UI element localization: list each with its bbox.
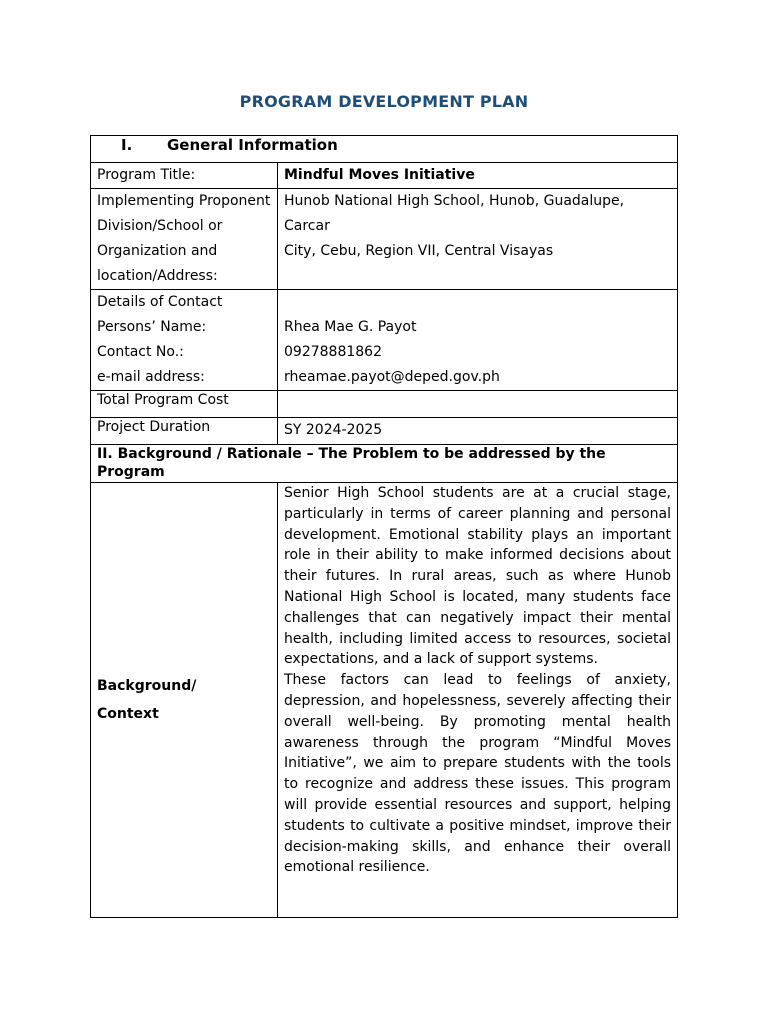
background-label xyxy=(91,483,278,918)
implementing-label-line: Organization and xyxy=(97,243,218,259)
background-paragraph: Senior High School students are at a crucial stage, particularly in terms of career planning and personal development. Emotional stability plays an important role in their ability to make informed decisions about their futures. In rural areas, such as where Hunob National High School is located, many students face challenges that can negatively impact their mental health, including limited access to resources, societal expectations, and a lack of support systems. xyxy=(284,485,672,668)
implementing-value xyxy=(278,189,678,290)
contact-value-line xyxy=(284,290,671,315)
program-title-value: Mindful Moves Initiative xyxy=(278,163,678,189)
section-general-information-header xyxy=(91,136,678,163)
cost-value xyxy=(278,391,678,418)
cost-label: Total Program Cost xyxy=(91,391,278,418)
section-background-heading: II. Background / Rationale – The Problem to be addressed by the Program xyxy=(91,445,678,483)
contact-email: rheamae.payot@deped.gov.ph xyxy=(284,369,500,385)
duration-label: Project Duration xyxy=(91,418,278,445)
contact-person-name: Rhea Mae G. Payot xyxy=(284,319,417,335)
contact-number: 09278881862 xyxy=(284,344,382,360)
background-label-line: Background/ xyxy=(97,678,197,694)
contact-label-line: e-mail address: xyxy=(97,369,205,385)
implementing-label xyxy=(91,189,278,290)
row-total-program-cost xyxy=(91,391,678,418)
program-plan-table xyxy=(90,135,678,918)
section-number: I. xyxy=(121,136,133,154)
implementing-label-line: Division/School or xyxy=(97,218,223,234)
section-heading: General Information xyxy=(167,136,338,154)
row-contact-details xyxy=(91,290,678,391)
implementing-label-line: location/Address: xyxy=(97,268,218,284)
contact-value xyxy=(278,290,678,391)
background-text xyxy=(278,483,678,918)
row-project-duration xyxy=(91,418,678,445)
implementing-value-line: Hunob National High School, Hunob, Guadalupe, Carcar xyxy=(284,193,625,234)
program-title-label: Program Title: xyxy=(91,163,278,189)
row-implementing-proponent xyxy=(91,189,678,290)
implementing-value-line: City, Cebu, Region VII, Central Visayas xyxy=(284,243,554,259)
background-paragraph: These factors can lead to feelings of anxiety, depression, and hopelessness, severely affecting their overall well-being. By promoting mental health awareness through the program “Mindful Moves Initiative”, we aim to prepare students with the tools to recognize and address these issues. This program will provide essential resources and support, helping students to cultivate a positive mindset, improve their decision-making skills, and enhance their overall emotional resilience. xyxy=(284,672,672,876)
implementing-label-line: Implementing Proponent xyxy=(97,193,271,209)
contact-label-line: Persons’ Name: xyxy=(97,319,207,335)
contact-label xyxy=(91,290,278,391)
duration-value: SY 2024-2025 xyxy=(278,418,678,445)
page-title: PROGRAM DEVELOPMENT PLAN xyxy=(239,92,529,111)
contact-label-line: Details of Contact xyxy=(97,294,223,310)
row-background-context xyxy=(91,483,678,918)
background-label-line: Context xyxy=(97,706,159,722)
section-background-header xyxy=(91,445,678,483)
contact-label-line: Contact No.: xyxy=(97,344,184,360)
row-program-title xyxy=(91,163,678,189)
